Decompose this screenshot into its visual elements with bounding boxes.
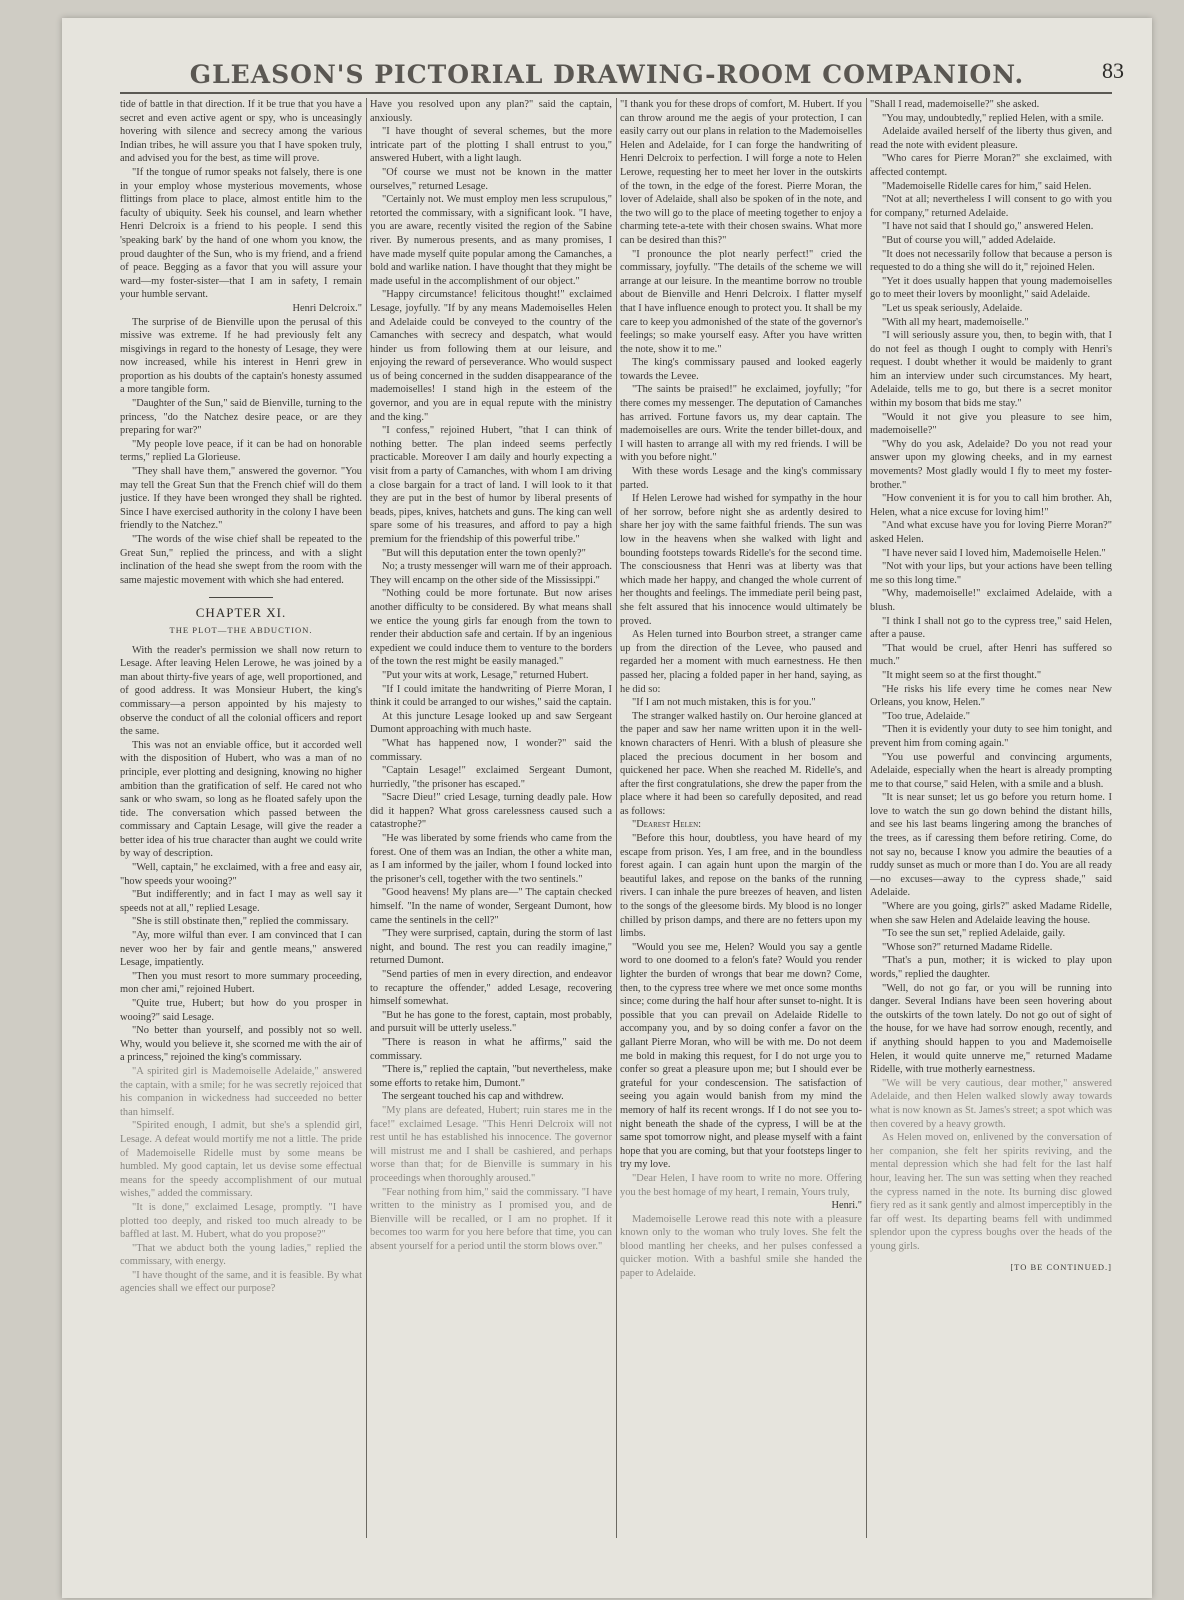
paragraph: "Not at all; nevertheless I will consent to go with you for company," returned Adelaide. bbox=[870, 194, 1112, 219]
column-divider bbox=[366, 98, 367, 1538]
paragraph: "They shall have them," answered the governor. "You may tell the Great Sun that the French chief will do them justice. If they have been wronged they shall be righted. Since I have exercised authority in the colony I have been friendly to the Natchez." bbox=[120, 466, 362, 532]
paragraph: "How convenient it is for you to call him brother. Ah, Helen, what a nice excuse for loving him!" bbox=[870, 493, 1112, 518]
paragraph: "With all my heart, mademoiselle." bbox=[882, 316, 1029, 328]
paragraph: "He risks his life every time he comes near New Orleans, you know, Helen." bbox=[870, 683, 1112, 709]
column-2 bbox=[370, 98, 612, 1538]
paragraph: As Helen turned into Bourbon street, a stranger came up from the direction of the Levee, who paused and regarded her a moment with much earnestness. He then passed her, placing a folded paper in her hand, saying, as he did so: bbox=[620, 629, 862, 695]
paragraph: With these words Lesage and the king's commissary parted. bbox=[620, 466, 862, 491]
paragraph: "Quite true, Hubert; but how do you prosper in wooing?" said Lesage. bbox=[120, 998, 362, 1023]
paragraph: "Captain Lesage!" exclaimed Sergeant Dumont, hurriedly, "the prisoner has escaped." bbox=[370, 765, 612, 790]
paragraph: The king's commissary paused and looked eagerly towards the Levee. bbox=[620, 357, 862, 382]
paragraph: "There is," replied the captain, "but nevertheless, make some efforts to retake him, Dumont." bbox=[370, 1064, 612, 1089]
letter-paragraph: "Would you see me, Helen? Would you say a gentle word to one doomed to a felon's fate? Would you render lighter the burden of wrongs that bear me down? Come, then, to the cypress tree where we met once some months since; come during the half hour after sunset to-night. It is possible that you can prevail on Adelaide Ridelle to accompany you, and by so doing confer a favor on the gallant Pierre Moran, who will be with me. Do not deem me bold in making this request, for I do not urge you to confer so great a pleasure upon me; but I should ever be grateful for your condescension. The satisfaction of seeing you again would banish from my mind the memory of half its recent wrongs. If I do not see you to-night beneath the shade of the cypress, I will be at the same spot tomorrow night, and please myself with a faint hope that you are coming, but that your footsteps linger to try my love. bbox=[620, 941, 862, 1171]
paragraph: "That would be cruel, after Henri has suffered so much." bbox=[870, 642, 1112, 668]
paragraph: "Nothing could be more fortunate. But now arises another difficulty to be considered. By what means shall we entice the young girls far enough from the town to render their abduction safe and certain. If by an ingenious expedient we could induce them to venture to the borders of the town the rest might be easily managed." bbox=[370, 588, 612, 668]
paragraph: "They were surprised, captain, during the storm of last night, and bound. The rest you can readily imagine," returned Dumont. bbox=[370, 928, 612, 967]
paragraph: "Well, captain," he exclaimed, with a free and easy air, "how speeds your wooing?" bbox=[120, 862, 362, 887]
to-be-continued: [TO BE CONTINUED.] bbox=[1010, 1262, 1112, 1273]
letter-paragraph: "Before this hour, doubtless, you have heard of my escape from prison. Yes, I am free, and in the boundless forest again. I can again hunt upon the margin of the beautiful lakes, and repose on the banks of the running rivers. I can inhale the pure breezes of heaven, and listen to the songs of the gleesome birds. My blood is no longer chilled by prison damps, and there are no fetters upon my limbs. bbox=[620, 833, 862, 940]
paragraph: "I have thought of the same, and it is feasible. By what agencies shall we effect our purpose? bbox=[120, 1269, 362, 1295]
paragraph: "That's a pun, mother; it is wicked to play upon words," replied the daughter. bbox=[870, 955, 1112, 980]
paragraph: The stranger walked hastily on. Our heroine glanced at the paper and saw her name written upon it in the well-known characters of Henri. With a blush of pleasure she placed the precious document in her bosom and quickened her pace. When she reached M. Ridelle's, and after the first congratulations, she drew the paper from the place where it had been so carefully deposited, and read as follows: bbox=[620, 710, 862, 817]
paragraph: "Put your wits at work, Lesage," returned Hubert. bbox=[382, 669, 589, 681]
paragraph: "Too true, Adelaide." bbox=[882, 710, 970, 722]
letter bbox=[620, 818, 862, 1212]
column-divider bbox=[866, 98, 867, 1538]
paragraph: As Helen moved on, enlivened by the conversation of her companion, she felt her spirits reviving, and the mental depression which she had felt for the last half hour, leaving her. The sun was setting when they reached the cypress named in the note. Its burning disc glowed fiery red as it sank gently and almost imperceptibly in the far off west. Its departing beams fell with undimmed splendor upon the cypress boughs over the heads of the young girls. bbox=[870, 1132, 1112, 1252]
paragraph: "A spirited girl is Mademoiselle Adelaide," answered the captain, with a smile; for he was secretly rejoiced that his companion in wickedness had succeeded no better than himself. bbox=[120, 1065, 362, 1118]
paragraph: "Sacre Dieu!" cried Lesage, turning deadly pale. How did it happen? What gross carelessness caused such a catastrophe?" bbox=[370, 792, 612, 831]
paragraph: "Why do you ask, Adelaide? Do you not read your answer upon my glowing cheeks, and in my earnest movements? Most gladly would I fly to meet my foster-brother." bbox=[870, 438, 1112, 491]
paragraph: "It might seem so at the first thought." bbox=[882, 669, 1042, 681]
paragraph: "Fear nothing from him," said the commissary. "I have written to the ministry as I promised you, and de Bienville will be recalled, or I am no prophet. If it becomes too warm for you here before that time, you can absent yourself for a period until the storm blows over." bbox=[370, 1186, 612, 1252]
paragraph: If Helen Lerowe had wished for sympathy in the hour of her sorrow, before night she as ardently desired to share her joy with the same faithful friends. The sun was low in the heavens when she walked with light and bounding footsteps towards Ridelle's for the second time. The consciousness that Henri was at liberty was that which made her happy, and changed the whole current of her thoughts and feelings. The immediate peril being past, she felt assured that his innocence would ultimately be proved. bbox=[620, 493, 862, 627]
paragraph: "I have never said I loved him, Mademoiselle Helen." bbox=[882, 547, 1106, 559]
paragraph: Mademoiselle Lerowe read this note with a pleasure known only to the woman who truly loves. She felt the blood mantling her cheeks, and her pulses confessed a quicker motion. With a bashful smile she handed the paper to Adelaide. bbox=[620, 1213, 862, 1280]
paragraph: "Let us speak seriously, Adelaide. bbox=[882, 302, 1023, 314]
paragraph: "There is reason in what he affirms," said the commissary. bbox=[370, 1036, 612, 1062]
paragraph: tide of battle in that direction. If it be true that you have a secret and even active agent or spy, who is unceasingly hovering with silence and secrecy among the various Indian tribes, he will assure you that I have spoken truly, and advised you for the best, as time will prove. bbox=[120, 99, 362, 165]
paragraph: "Well, do not go far, or you will be running into danger. Several Indians have been seen hovering about the outskirts of the town lately. Do not go out of sight of the house, for we have had sorrow enough, recently, and if anything should happen to you and Mademoiselle Helen, it would quite unnerve me," returned Madame Ridelle, with true motherly earnestness. bbox=[870, 982, 1112, 1076]
paragraph: "You use powerful and convincing arguments, Adelaide, especially when the heart is already prompting me to that course," said Helen, with a smile and a blush. bbox=[870, 751, 1112, 790]
paragraph: "The words of the wise chief shall be repeated to the Great Sun," replied the princess, and with a slight inclination of the head she swept from the room with the same majestic movement with which she had entered. bbox=[120, 534, 362, 586]
paragraph: "It does not necessarily follow that because a person is requested to do a thing she will do it," rejoined Helen. bbox=[870, 248, 1112, 274]
paragraph: "I have thought of several schemes, but the more intricate part of the plotting I shall entrust to you," answered Hubert, with a light laugh. bbox=[370, 126, 612, 165]
paragraph: "But of course you will," added Adelaide. bbox=[882, 234, 1056, 246]
letter-paragraph: "Dear Helen, I have room to write no more. Offering you the best homage of my heart, I remain, Yours truly, bbox=[620, 1172, 862, 1198]
paragraph: "Of course we must not be known in the matter ourselves," returned Lesage. bbox=[370, 166, 612, 192]
paragraph: No; a trusty messenger will warn me of their approach. They will encamp on the other side of the Mississippi." bbox=[370, 561, 612, 586]
paragraph: "And what excuse have you for loving Pierre Moran?" asked Helen. bbox=[870, 520, 1112, 545]
letter-signature: Henri." bbox=[831, 1200, 862, 1212]
paragraph: "But will this deputation enter the town openly?" bbox=[382, 547, 586, 559]
paragraph: "I will seriously assure you, then, to begin with, that I do not feel as though I ought to comply with Henri's request. I doubt whether it would be maidenly to grant him an interview under such circumstances. My heart, Adelaide, tells me to go, but there is a secret monitor within my bosom that bids me stay." bbox=[870, 330, 1112, 410]
paragraph: "Where are you going, girls?" asked Madame Ridelle, when she saw Helen and Adelaide leaving the house. bbox=[870, 901, 1112, 926]
paragraph: "What has happened now, I wonder?" said the commissary. bbox=[370, 737, 612, 763]
paragraph: "I think I shall not go to the cypress tree," said Helen, after a pause. bbox=[870, 615, 1112, 641]
paragraph: "We will be very cautious, dear mother," answered Adelaide, and then Helen walked slowly away towards what is now known as St. James's street; a spot which was then covered by a heavy growth. bbox=[870, 1077, 1112, 1130]
paragraph: "Happy circumstance! felicitous thought!" exclaimed Lesage, joyfully. "If by any means Mademoiselles Helen and Adelaide could be conveyed to the country of the Camanches with secrecy and despatch, what would hinder us from following them at our leisure, and enjoying the reward of perseverance. Who would suspect us of being concerned in the sudden disappearance of the mademoiselles! I stand high in the esteem of the governor, and you are in equal repute with the ministry and the king." bbox=[370, 289, 612, 423]
text-columns bbox=[120, 98, 1114, 1538]
paragraph: "To see the sun set," replied Adelaide, gaily. bbox=[882, 928, 1066, 940]
paragraph: "My people love peace, if it can be had on honorable terms," replied La Glorieuse. bbox=[120, 438, 362, 464]
paragraph: "Whose son?" returned Madame Ridelle. bbox=[882, 941, 1053, 953]
paragraph: "The saints be praised!" he exclaimed, joyfully; "for there comes my messenger. The deputation of Camanches has arrived. Fortune favors us, my dear captain. The mademoiselles are ours. Write the tender billet-doux, and I will hasten to arrange all with my red friends. I will be with you before night." bbox=[620, 384, 862, 464]
newspaper-page bbox=[62, 18, 1152, 1598]
header-rule bbox=[120, 92, 1112, 94]
masthead-title: GLEASON'S PICTORIAL DRAWING-ROOM COMPANION. bbox=[189, 60, 1025, 89]
paragraph: "Daughter of the Sun," said de Bienville, turning to the princess, "do the Natchez desire peace, or are they preparing for war?" bbox=[120, 398, 362, 437]
paragraph: With the reader's permission we shall now return to Lesage. After leaving Helen Lerowe, he was joined by a man about thirty-five years of age, well proportioned, and of good address. It was Monsieur Hubert, the king's commissary—a person appointed by his majesty to observe the conduct of all the colonial officers and report the same. bbox=[120, 644, 362, 738]
paragraph: "I pronounce the plot nearly perfect!" cried the commissary, joyfully. "The details of the scheme we will arrange at our leisure. In the meantime borrow no trouble about de Bienville and Henri Delcroix. I flatter myself that I have influence enough to protect you. It shall be my care to keep you admonished of the state of the governor's feelings; so make yourself easy. After you have written the note, show it to me." bbox=[620, 248, 862, 355]
paragraph: "My plans are defeated, Hubert; ruin stares me in the face!" exclaimed Lesage. "This Henri Delcroix will not rest until he has established his innocence. The governor will mistrust me and I shall be cashiered, and perhaps worse than that; for de Bienville is summary in his proceedings when thoroughly aroused." bbox=[370, 1104, 612, 1184]
paragraph: "Mademoiselle Ridelle cares for him," said Helen. bbox=[882, 180, 1092, 192]
paragraph: "Good heavens! My plans are—" The captain checked himself. "In the name of wonder, Sergeant Dumont, how came the sentinels in the cell?" bbox=[370, 887, 612, 926]
paragraph: "She is still obstinate then," replied the commissary. bbox=[132, 916, 349, 928]
paragraph: The sergeant touched his cap and withdrew. bbox=[382, 1091, 564, 1103]
paragraph: "If I could imitate the handwriting of Pierre Moran, I think it could be arranged to our wishes," said the captain. bbox=[370, 683, 612, 709]
paragraph: "If I am not much mistaken, this is for you." bbox=[632, 697, 816, 709]
chapter-rule bbox=[209, 597, 273, 598]
paragraph: "Certainly not. We must employ men less scrupulous," retorted the commissary, with a significant look. "I have, you are aware, recently visited the region of the Sabine river. By numerous presents, and as many promises, I have made myself quite popular among the Camanches, a bold and warlike nation. I have thought that they might be made useful in the accomplishment of our object." bbox=[370, 194, 612, 287]
paragraph: Have you resolved upon any plan?" said the captain, anxiously. bbox=[370, 99, 612, 124]
masthead bbox=[62, 40, 1152, 89]
chapter-title: CHAPTER XI. bbox=[195, 605, 287, 621]
paragraph: "Spirited enough, I admit, but she's a splendid girl, Lesage. A defeat would mortify me not a little. The pride of Mademoiselle Ridelle must by some means be humbled. My good captain, let us devise some effectual means for the speedy accomplishment of our mutual wishes," added the commissary. bbox=[120, 1120, 362, 1200]
page-number: 83 bbox=[1102, 58, 1124, 83]
paragraph: "Send parties of men in every direction, and endeavor to recapture the offender," added Lesage, recovering himself somewhat. bbox=[370, 969, 612, 1008]
paragraph: This was not an enviable office, but it accorded well with the disposition of Hubert, who was a man of no principle, ever plotting and designing, knowing no higher ambition than the gratification of self. He cared not who sank or who swam, so long as he floated safely upon the tide. The conversation which passed between the commissary and Captain Lesage, will give the reader a better idea of his true character than aught we could write by way of description. bbox=[120, 739, 362, 860]
paragraph: "You may, undoubtedly," replied Helen, with a smile. bbox=[882, 112, 1104, 124]
paragraph: "It is done," exclaimed Lesage, promptly. "I have plotted too deeply, and risked too much already to be baffled at last. M. Hubert, what do you propose?" bbox=[120, 1201, 362, 1241]
paragraph: "Ay, more wilful than ever. I am convinced that I can never woo her by fair and gentle means," answered Lesage, impatiently. bbox=[120, 930, 362, 969]
paragraph: "Then you must resort to more summary proceeding, mon cher ami," rejoined Hubert. bbox=[120, 970, 362, 996]
column-4 bbox=[870, 98, 1112, 1538]
paragraph: "Who cares for Pierre Moran?" she exclaimed, with affected contempt. bbox=[870, 153, 1112, 178]
paragraph: "But he has gone to the forest, captain, most probably, and pursuit will be utterly useless." bbox=[370, 1009, 612, 1035]
letter-salutation: "Dearest Helen: bbox=[632, 819, 702, 831]
paragraph: "If the tongue of rumor speaks not falsely, there is one in your employ whose mysterious movements, whose flittings from place to place, almost entitle him to the faculty of ubiquity. Seek his counsel, and learn whether Henri Delcroix is a friend to his people. I send this 'speaking bark' by the hand of one whom you know, the proud daughter of the Sun, who is my friend, and a friend of peace. Begging as a favor that you will assure your ward—my foster-sister—that I am in safety, I remain your humble servant. bbox=[120, 166, 362, 301]
paragraph: "No better than yourself, and possibly not so well. Why, would you believe it, she scorned me with the air of a princess," rejoined the king's commissary. bbox=[120, 1025, 362, 1064]
column-divider bbox=[616, 98, 617, 1538]
paragraph: Adelaide availed herself of the liberty thus given, and read the note with evident pleasure. bbox=[870, 126, 1112, 151]
column-3 bbox=[620, 98, 862, 1538]
paragraph: "Shall I read, mademoiselle?" she asked. bbox=[870, 99, 1040, 110]
paragraph: "Then it is evidently your duty to see him tonight, and prevent him from coming again." bbox=[870, 724, 1112, 749]
paragraph: "I thank you for these drops of comfort, M. Hubert. If you can throw around me the aegis of your protection, I can easily carry out our plans in relation to the Mademoiselles Helen and Adelaide, for I can forge the handwriting of Henri Delcroix to perfection. I will forge a note to Helen Lerowe, requesting her to meet her lover in the outskirts of the town, in the edge of the forest. Pierre Moran, the lover of Adelaide, shall also be spoken of in the note, and the two will go to the place of meeting together to enjoy a charming tete-a-tete with their chosen swains. What more can be desired than this?" bbox=[620, 99, 862, 246]
signature: Henri Delcroix." bbox=[292, 302, 362, 314]
paragraph: "Yet it does usually happen that young mademoiselles go to meet their lovers by moonlight," said Adelaide. bbox=[870, 275, 1112, 301]
chapter-subtitle: THE PLOT—THE ABDUCTION. bbox=[169, 624, 313, 635]
paragraph: "I have not said that I should go," answered Helen. bbox=[882, 221, 1094, 233]
paragraph: "It is near sunset; let us go before you return home. I love to watch the sun go down behind the distant hills, and see his last beams lingering among the branches of the trees, as if caressing them before retiring. Come, do not say no, because I know you admire the beauties of a ruddy sunset as much or more than I do. You are all ready—no excuses—away to the cypress shade," said Adelaide. bbox=[870, 792, 1112, 899]
paragraph: "Why, mademoiselle!" exclaimed Adelaide, with a blush. bbox=[870, 588, 1112, 613]
paragraph: "Would it not give you pleasure to see him, mademoiselle?" bbox=[870, 411, 1112, 437]
paragraph: "I confess," rejoined Hubert, "that I can think of nothing better. The plan indeed seems perfectly practicable. Moreover I am daily and hourly expecting a visit from a party of Camanches, with whom I am driving a close bargain for a tract of land. I will look to it that they are put in the best of humor by liberal presents of beads, pipes, knives, hatchets and guns. The king can well spare some of his treasures, and afford to pay a high premium for the friendship of this powerful tribe." bbox=[370, 425, 612, 545]
paragraph: "Not with your lips, but your actions have been telling me so this long time." bbox=[870, 561, 1112, 586]
paragraph: "But indifferently; and in fact I may as well say it speeds not at all," replied Lesage. bbox=[120, 889, 362, 914]
paragraph: "He was liberated by some friends who came from the forest. One of them was an Indian, the other a white man, as I am informed by the jailer, whom I found locked into the prisoner's cell, together with the two sentinels." bbox=[370, 833, 612, 885]
column-1 bbox=[120, 98, 362, 1538]
paragraph: At this juncture Lesage looked up and saw Sergeant Dumont approaching with much haste. bbox=[370, 710, 612, 736]
paragraph: The surprise of de Bienville upon the perusal of this missive was extreme. If he had previously felt any misgivings in regard to the honesty of Lesage, they were now increased, while his interest in Henri grew in proportion as his doubts of the captain's honesty assumed a more tangible form. bbox=[120, 316, 362, 396]
paragraph: "That we abduct both the young ladies," replied the commissary, with energy. bbox=[120, 1242, 362, 1268]
